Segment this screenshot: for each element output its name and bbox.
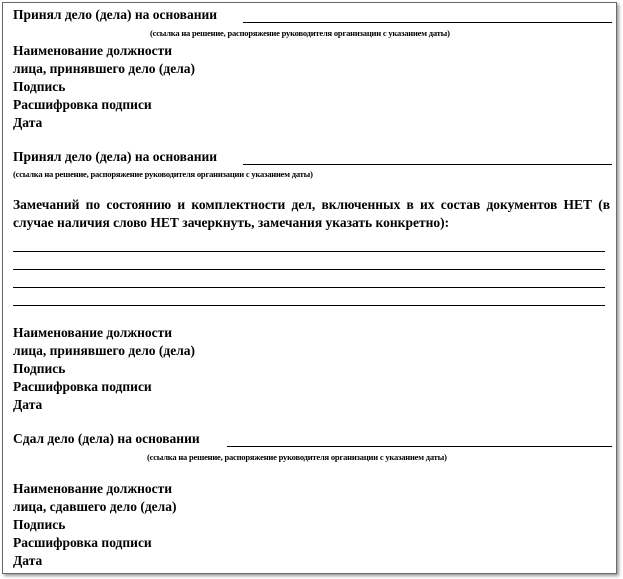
- accepted-basis-label: Принял дело (дела) на основании: [13, 7, 218, 22]
- remarks-line-3[interactable]: [13, 287, 605, 288]
- position-title-label: Наименование должности: [13, 43, 173, 58]
- accepted-basis-field-2[interactable]: [243, 164, 612, 165]
- handed-basis-field[interactable]: [227, 446, 612, 447]
- position-title-label-3: Наименование должности: [13, 481, 173, 496]
- date-label: Дата: [13, 115, 43, 130]
- remarks-text: Замечаний по состоянию и комплектности дел, включенных в их состав документов НЕТ (в случае наличия слово НЕТ зачеркнуть, замечания указать конкретно):: [13, 197, 610, 230]
- handed-basis-label: Сдал дело (дела) на основании: [13, 431, 200, 446]
- signature-label-2: Подпись: [13, 361, 66, 376]
- position-title-label-2: Наименование должности: [13, 325, 173, 340]
- signature-label: Подпись: [13, 79, 66, 94]
- signature-label-3: Подпись: [13, 517, 66, 532]
- signature-decoding-label: Расшифровка подписи: [13, 97, 152, 112]
- signature-decoding-label-3: Расшифровка подписи: [13, 535, 152, 550]
- accepted-basis-label-2: Принял дело (дела) на основании: [13, 149, 218, 164]
- position-title-sublabel-3: лица, сдавшего дело (дела): [13, 499, 177, 514]
- accepted-basis-note: (ссылка на решение, распоряжение руководителя организации с указанием даты): [150, 28, 450, 38]
- date-label-3: Дата: [13, 553, 43, 568]
- remarks-line-1[interactable]: [13, 251, 605, 252]
- remarks-line-2[interactable]: [13, 269, 605, 270]
- signature-decoding-label-2: Расшифровка подписи: [13, 379, 152, 394]
- position-title-sublabel: лица, принявшего дело (дела): [13, 61, 196, 76]
- position-title-sublabel-2: лица, принявшего дело (дела): [13, 343, 196, 358]
- remarks-line-4[interactable]: [13, 305, 605, 306]
- handed-basis-note: (ссылка на решение, распоряжение руководителя организации с указанием даты): [147, 452, 447, 462]
- accepted-basis-note-2: (ссылка на решение, распоряжение руководителя организации с указанием даты): [13, 169, 313, 179]
- date-label-2: Дата: [13, 397, 43, 412]
- accepted-basis-field[interactable]: [243, 22, 612, 23]
